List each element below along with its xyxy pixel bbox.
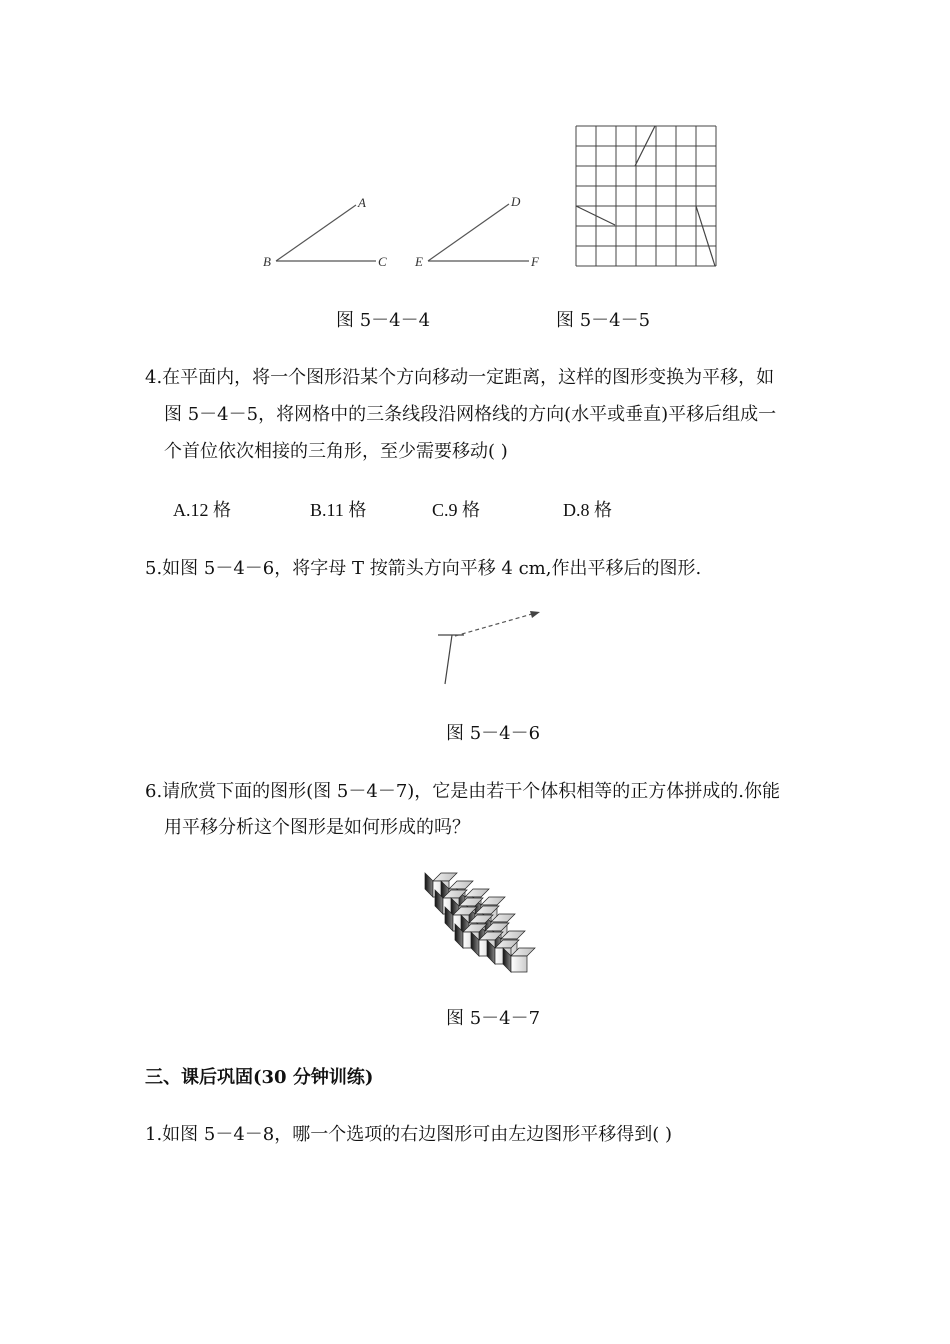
label-b: B — [263, 254, 271, 269]
q4-option-a: A.12 格 — [173, 500, 231, 520]
q4-option-c: C.9 格 — [432, 500, 481, 520]
q5-text: 5.如图 5－4－6，将字母 T 按箭头方向平移 4 cm,作出平移后的图形. — [145, 558, 702, 579]
caption-fig-5-4-4: 图 5－4－4 — [336, 310, 431, 331]
label-e: E — [415, 254, 423, 269]
s3-q1-text: 1.如图 5－4－8，哪一个选项的右边图形可由左边图形平移得到( ) — [145, 1124, 673, 1145]
q4-line-2: 图 5－4－5，将网格中的三条线段沿网格线的方向(水平或垂直)平移后组成一 — [164, 404, 777, 425]
label-d: D — [511, 194, 521, 209]
label-a: A — [358, 195, 366, 210]
label-c: C — [378, 254, 387, 269]
q6-line-2: 用平移分析这个图形是如何形成的吗？ — [164, 817, 470, 838]
caption-fig-5-4-7: 图 5－4－7 — [446, 1008, 541, 1029]
q4-option-d: D.8 格 — [563, 500, 612, 520]
q4-line-1: 4.在平面内，将一个图形沿某个方向移动一定距离，这样的图形变换为平移，如 — [145, 367, 775, 388]
q6-line-1: 6.请欣赏下面的图形(图 5－4－7)，它是由若干个体积相等的正方体拼成的.你能 — [145, 781, 781, 802]
q4-option-b: B.11 格 — [310, 500, 367, 520]
caption-fig-5-4-6: 图 5－4－6 — [446, 723, 541, 744]
caption-fig-5-4-5: 图 5－4－5 — [556, 310, 651, 331]
q4-line-3: 个首位依次相接的三角形，至少需要移动( ) — [164, 441, 508, 462]
section-heading: 三、课后巩固(30 分钟训练) — [145, 1067, 374, 1088]
label-f: F — [531, 254, 539, 269]
